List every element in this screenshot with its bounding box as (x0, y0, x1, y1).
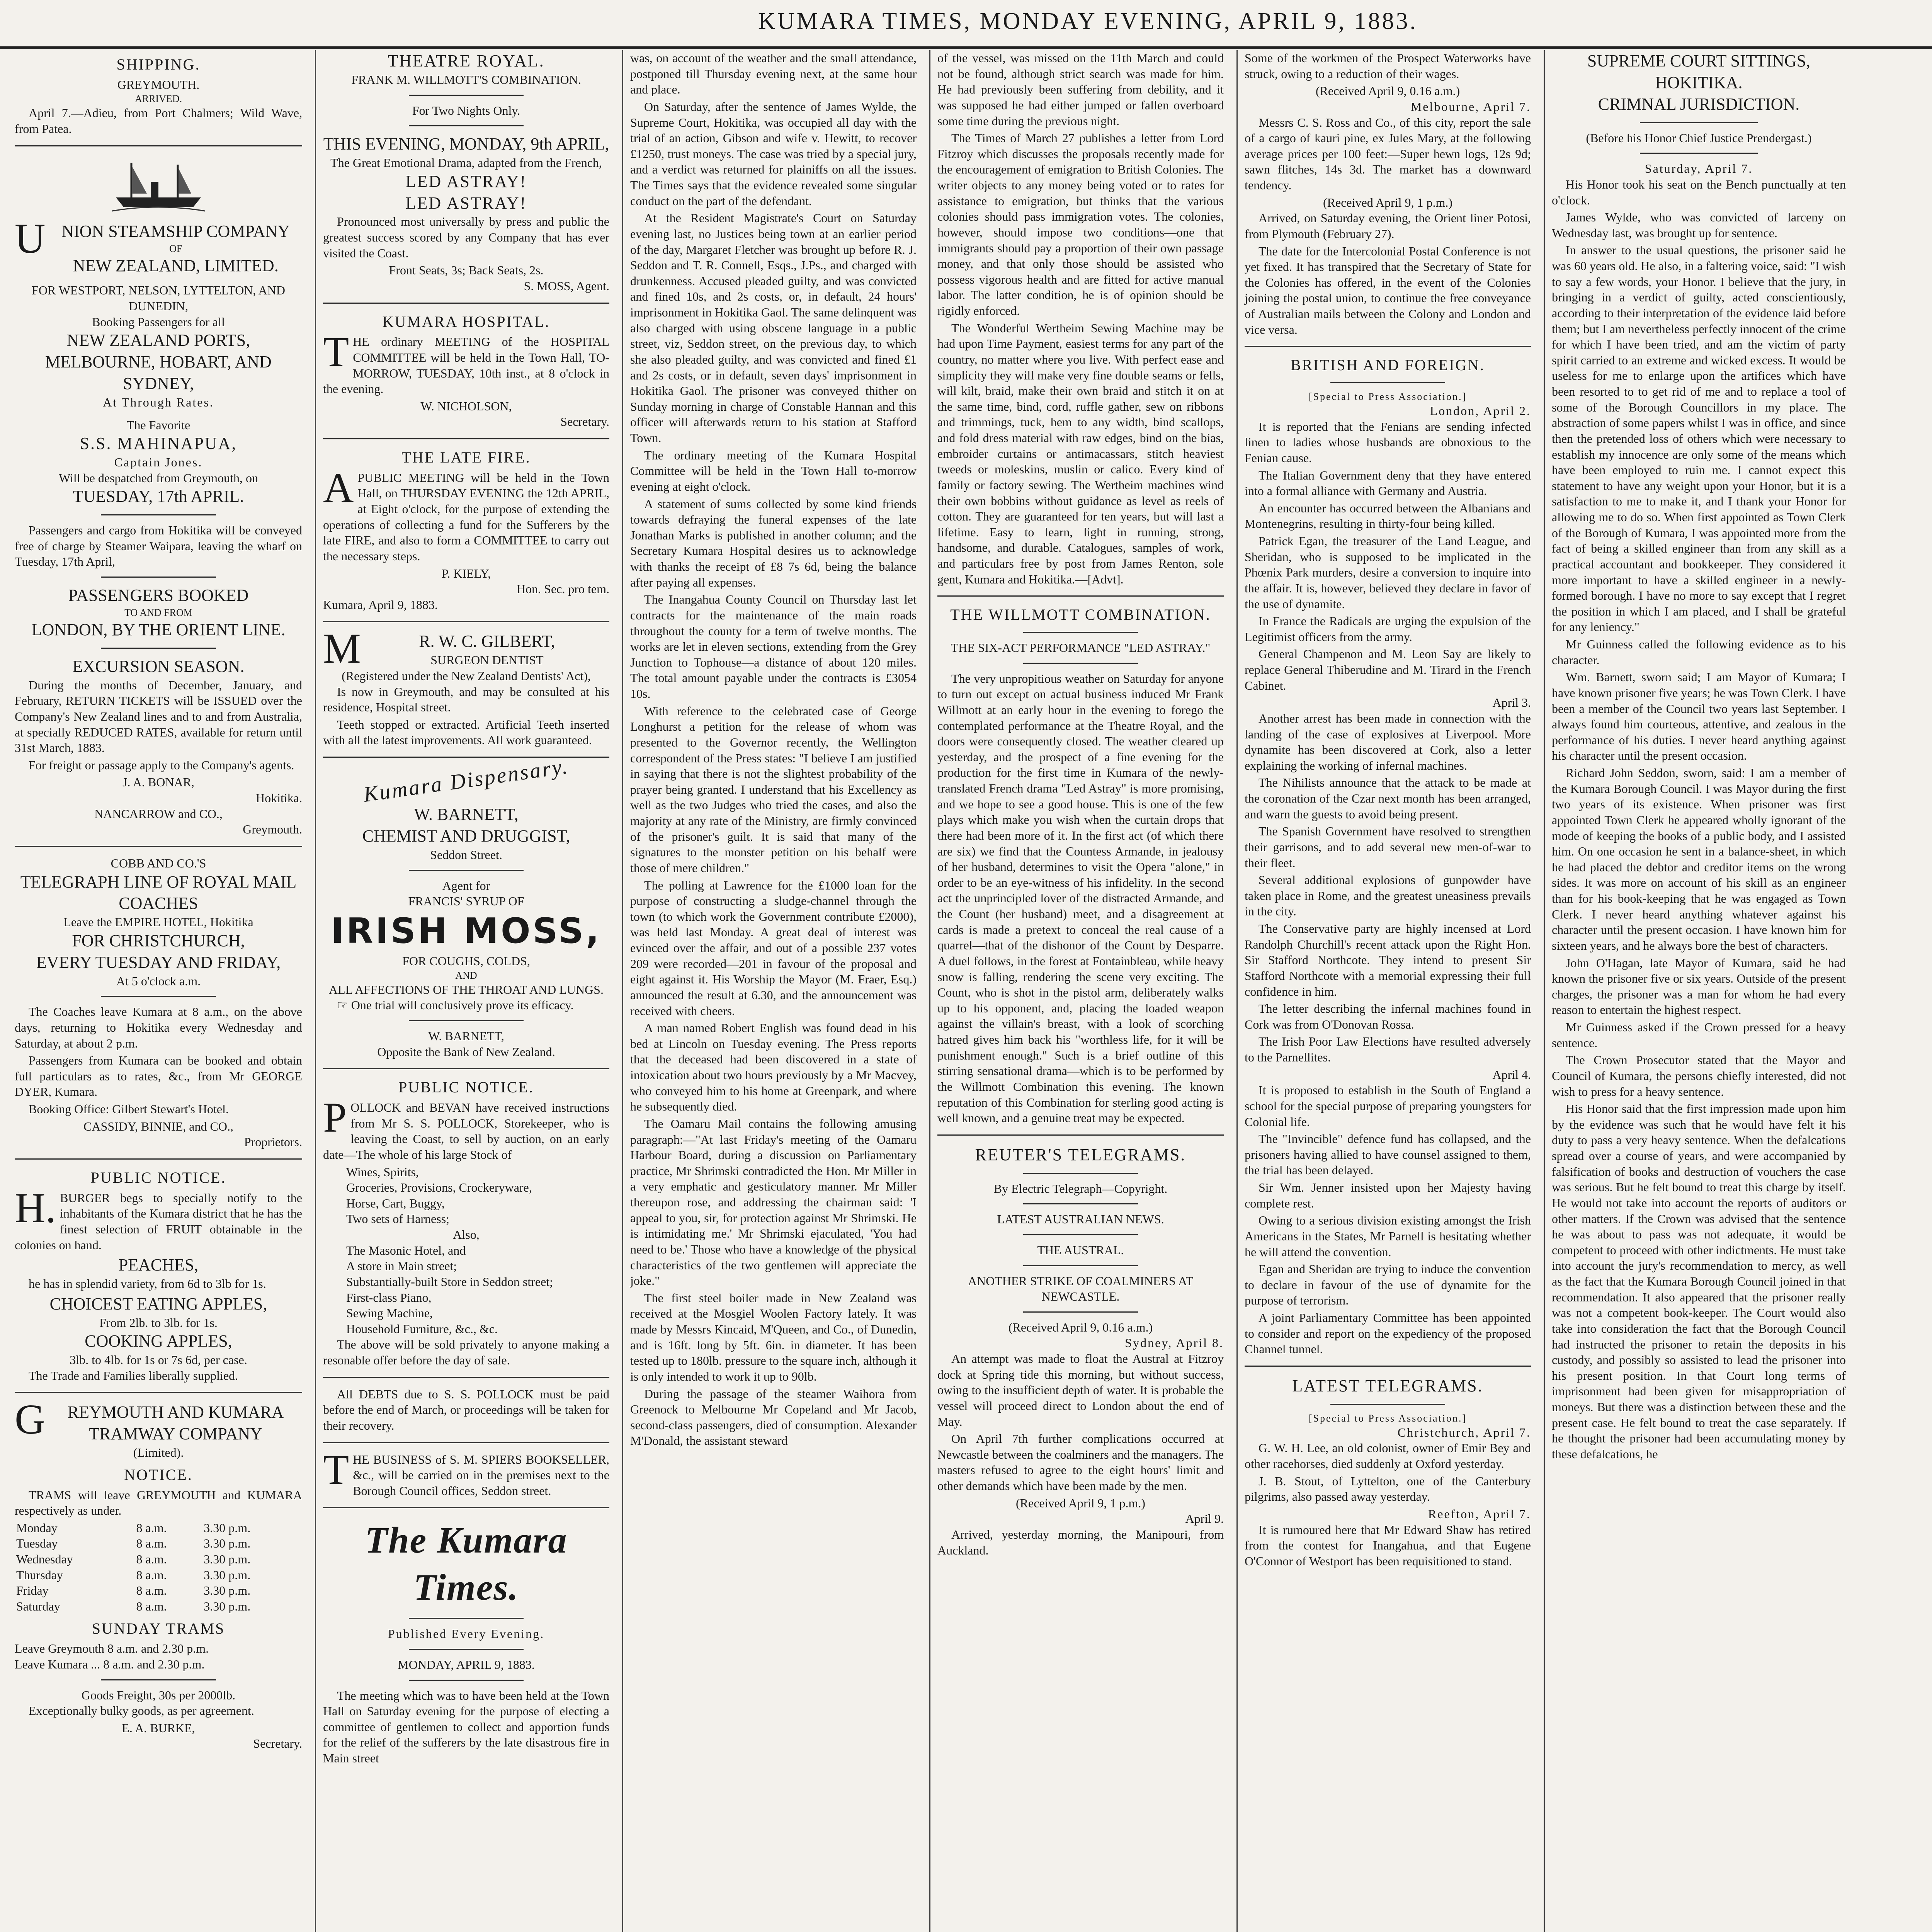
column-4 (929, 50, 1231, 1932)
opposite-bank: Opposite the Bank of New Zealand. (377, 1044, 555, 1059)
news-para: The first steel boiler made in New Zealand was received at the Mosgiel Woolen Factory lately. It was made by Messrs Kincaid, M'Queen, and Co., of Dunedin, and is 16ft. long by 5ft. 6in. in diameter. It has been tested up to 180lb. pressure to the square inch, although it is only intended to work it up to 90lb. (630, 1291, 917, 1383)
news-para: was, on account of the weather and the small attendance, postponed till Thursday evening next, at the same hour and place. (630, 51, 917, 97)
news-para: Several additional explosions of gunpowder have taken place in Rome, and the greatest uneasiness prevails in the city. (1245, 873, 1531, 918)
reefton-dateline: Reefton, April 7. (1428, 1507, 1531, 1521)
gilbert-text: Is now in Greymouth, and may be consulted at his residence, Hospital street. (323, 684, 609, 714)
this-evening: THIS EVENING, MONDAY, 9th APRIL, (323, 134, 609, 154)
page-columns (8, 50, 1932, 1932)
willmott-text: The very unpropitious weather on Saturday for anyone to turn out except on actual business induced Mr Frank Willmott at an early hour in the evening to forego the contemplated performance at the Theatre Royal, and the doors were consequently closed. The weather cleared up yesterday, and the prospect of a fine evening for the production for the first time in Kumara of the newly-translated French drama "Led Astray" is more promising, and we hope to see a good house. This is one of the few plays which make you wish when the curtain drops that there had been more of it. In the first act (of which there are six) we find that the Countess Armande, in jealousy of her husband, determines to visit the Opera "alone," in order to be an eye-witness of his infidelity. In the second act the unprincipled lover of the distracted Armande, and the Count (her husband) meet, and a disagreement at cards is made a pretext to conceal the real cause of a quarrel—that of the dishonor of the Count by Desparre. A duel follows, in the forest at Fontainbleau, while heavy snow is falling, rendering the scene very exciting. The Count, who is shot in the pistol arm, deliberately walks up to his opponent, and, placing the loaded weapon against the villain's breast, with a look of scorching hatred gives him back his "worthless life, for it will be punishment enough." Such is a brief outline of this stirring sensational drama—which is to be performed by the Willmott Combination this evening. The known reputation of this Combination for sterling good acting is well known, and a genuine treat may be expected. (937, 671, 1224, 1125)
table-row: Tuesday 8 a.m. 3.30 p.m. (16, 1536, 251, 1551)
usc-of: OF (169, 243, 182, 254)
news-para: Owing to a serious division existing amongst the Irish Americans in the States, Mr Parnell is hesitating whether he will attend the convention. (1245, 1213, 1531, 1259)
proprietors: Proprietors. (244, 1135, 302, 1149)
excursion-heading: EXCURSION SEASON. (72, 656, 245, 676)
list-item: Wines, Spirits, (346, 1165, 419, 1179)
meeting-text: The meeting which was to have been held at the Town Hall on Saturday evening for the purpose of electing a committee of gentlemen to collect and apportion funds for the relief of the sufferers by the late disastrous fire in Main street (323, 1688, 609, 1765)
table-row: Wednesday 8 a.m. 3.30 p.m. (16, 1552, 251, 1566)
postal-text: The date for the Intercolonial Postal Conference is not yet fixed. It has transpired that the Secretary of State for the Colonies has offered, in the event of the Colonies joining the postal union, to continue the free conveyance of Australian mails between the Colony and London and vice versa. (1245, 244, 1531, 337)
table-row: Monday 8 a.m. 3.30 p.m. (16, 1520, 251, 1535)
manipouri-text: Arrived, yesterday morning, the Manipouri, from Auckland. (937, 1527, 1224, 1557)
chemist-heading: CHEMIST AND DRUGGIST, (362, 827, 570, 846)
trade-text: The Trade and Families liberally supplied. (29, 1368, 238, 1383)
news-para: The Inangahua County Council on Thursday last let contracts for the maintenance of the main roads throughout the county for a term of twelve months. The works are let in eleven sections, extending from the Grey Junction to Tophouse—a distance of about 120 miles. The total amount payable under the contracts is £3054 10s. (630, 592, 917, 701)
willmott-heading: THE WILLMOTT COMBINATION. (950, 606, 1211, 624)
willmott-combination: FRANK M. WILLMOTT'S COMBINATION. (351, 72, 581, 87)
passengers-text: Passengers and cargo from Hokitika will be conveyed free of charge by Steamer Waipara, leaving the wharf on Tuesday, 17th April, (15, 523, 302, 569)
melbourne-text: Messrs C. S. Ross and Co., of this city, report the sale of a cargo of kauri pine, ex Jules Mary, at the following average prices per 100 feet:—Super hewn logs, 12s 9d; sawn flitches, 14s 3d. The market has a downward tendency. (1245, 115, 1531, 192)
before-honor: (Before his Honor Chief Justice Prendergast.) (1586, 131, 1812, 145)
public-notice-heading: PUBLIC NOTICE. (90, 1168, 226, 1186)
hospital-heading: KUMARA HOSPITAL. (382, 313, 550, 330)
table-row: Friday 8 a.m. 3.30 p.m. (16, 1583, 251, 1598)
british-heading: BRITISH AND FOREIGN. (1290, 356, 1485, 374)
column-2 (315, 50, 616, 1932)
for-christchurch: FOR CHRISTCHURCH, (72, 931, 245, 950)
trams-text: TRAMS will leave GREYMOUTH and KUMARA respectively as under. (15, 1488, 302, 1518)
greymouth-label: GREYMOUTH. (117, 77, 200, 92)
debts-text: All DEBTS due to S. S. POLLOCK must be paid before the end of March, or proceedings will be taken for their recovery. (323, 1387, 609, 1432)
goods-freight: Goods Freight, 30s per 2000lb. (81, 1688, 236, 1702)
news-para: The Italian Government deny that they have entered into a formal alliance with Germany and Austria. (1245, 468, 1531, 498)
news-para: G. W. H. Lee, an old colonist, owner of Emir Bey and other racehorses, died suddenly at Oxford yesterday. (1245, 1441, 1531, 1471)
excursion-text: During the months of December, January, and February, RETURN TICKETS will be ISSUED over the Company's New Zealand lines and to and from Australia, at specially REDUCED RATES, available for return until 31st March, 1883. (15, 678, 302, 755)
peaches-text: he has in splendid variety, from 6d to 3lb for 1s. (29, 1277, 266, 1291)
column-1 (8, 50, 309, 1932)
despatch-date: TUESDAY, 17th APRIL. (73, 487, 244, 506)
pronounced-text: Pronounced most universally by press and public the greatest success scored by any Company that has ever visited the Coast. (323, 214, 609, 260)
court-para: Richard John Seddon, sworn, said: I am a member of the Kumara Borough Council. I was Mayor during the first two years of its existence. When prisoner was first appointed Town Clerk he appeared wholly ignorant of the mode of keeping the books of a public body, and I assisted him. On one occasion he sent in a balance-sheet, in which he had placed the debtor and creditor items on the wrong sides. It was more on account of his skill as an engineer than for his book-keeping that he was engaged as Town Clerk. I never heard anything whatever against his character until the present occasion. I have known him for sixteen years, and he always bore the best of characters. (1552, 766, 1846, 952)
sunday-1: Leave Greymouth 8 a.m. and 2.30 p.m. (15, 1641, 209, 1656)
reuter-heading: REUTER'S TELEGRAMS. (975, 1145, 1186, 1164)
list-item: Household Furniture, &c., &c. (346, 1321, 498, 1336)
pollock-text: POLLOCK and BEVAN have received instructions from Mr S. S. POLLOCK, Storekeeper, who is leaving the Coast, to sell by auction, on an early date—The whole of his large Stock of (323, 1094, 609, 1162)
news-para: J. B. Stout, of Lyttelton, one of the Canterbury pilgrims, also passed away yesterday. (1245, 1474, 1531, 1504)
freight-text: For freight or passage apply to the Company's agents. (29, 758, 294, 772)
london-dateline: London, April 2. (1430, 404, 1531, 418)
april-9: April 9. (1185, 1512, 1224, 1526)
leave-empire: Leave the EMPIRE HOTEL, Hokitika (63, 915, 253, 929)
two-nights: For Two Nights Only. (412, 103, 520, 117)
cobb-heading: COBB AND CO.'S (111, 856, 206, 870)
cooking-apples: COOKING APPLES, (85, 1332, 232, 1351)
burke: E. A. BURKE, (122, 1721, 195, 1735)
tram-schedule (15, 1520, 302, 1614)
column-5 (1236, 50, 1538, 1932)
nicholson: W. NICHOLSON, (420, 399, 512, 413)
ship-name: S.S. MAHINAPUA, (80, 434, 237, 453)
news-para: Another arrest has been made in connection with the landing of the case of explosives at Liverpool. More dynamite has been discovered at Cork, also a letter explaining the working of infernal machines. (1245, 711, 1531, 772)
bulky-goods: Exceptionally bulky goods, as per agreement. (29, 1704, 254, 1718)
london-orient: LONDON, BY THE ORIENT LINE. (31, 620, 286, 639)
led-astray-2: LED ASTRAY! (405, 193, 527, 213)
masthead: KUMARA TIMES, MONDAY EVENING, APRIL 9, 1883. (0, 0, 1932, 49)
news-para: Egan and Sheridan are trying to induce the convention to declare in favour of the use of dynamite for the purpose of terrorism. (1245, 1262, 1531, 1308)
pass-kumara-text: Passengers from Kumara can be booked and obtain full particulars as to rates, &c., from Mr GEORGE DYER, Kumara. (15, 1053, 302, 1099)
agent2-place: Greymouth. (243, 822, 302, 837)
news-para: The ordinary meeting of the Kumara Hospital Committee will be held in the Town Hall to-morrow evening at eight o'clock. (630, 448, 917, 493)
latest-aus: LATEST AUSTRALIAN NEWS. (997, 1212, 1164, 1226)
austral-text: An attempt was made to float the Austral at Fitzroy dock at Spring tide this morning, but without success, owing to the insufficient depth of water. It is probable the vessel will proceed direct to London about the end of May. (937, 1352, 1224, 1429)
news-para: At the Resident Magistrate's Court on Saturday evening last, no Justices being town at an earlier period of the day, Margaret Fletcher was brought up before R. J. Seddon and T. R. Connell, Esqs., J.Ps., and charged with drunkenness. Accused pleaded guilty, and was convicted and fined 10s, and 2s costs, or, in default, 24 hours' imprisonment in Hokitika Gaol. The same delinquent was also charged with using obscene language in a public street, viz, Seddon street, on the previous day, to which she also pleaded guilty, and was convicted and fined £1 and 2s costs, or in default, seven days' imprisonment in Hokitika Gaol. The prisoner was conveyed thither on Sunday morning in charge of Constable Hannan and this officer will afterwards return to his station at Stafford Town. (630, 211, 917, 445)
news-para: In France the Radicals are urging the expulsion of the Legitimist officers from the army. (1245, 614, 1531, 644)
registered: (Registered under the New Zealand Dentists' Act), (342, 668, 591, 683)
gilbert-heading: MR. W. C. GILBERT, (323, 625, 555, 672)
latest-telegrams: LATEST TELEGRAMS. (1292, 1376, 1483, 1395)
cooking-apples-price: 3lb. to 4lb. for 1s or 7s 6d, per case. (70, 1353, 247, 1367)
irish-moss: IRISH MOSS, (331, 910, 602, 951)
coaches-text: The Coaches leave Kumara at 8 a.m., on the above days, returning to Hokitika every Wednesday and Saturday, at about 2 p.m. (15, 1005, 302, 1050)
list-item: Sewing Machine, (346, 1306, 433, 1320)
affections: ALL AFFECTIONS OF THE THROAT AND LUNGS. (329, 982, 604, 997)
hospital-text: THE ordinary MEETING of the HOSPITAL COMMITTEE will be held in the Town Hall, TO-MORROW, TUESDAY, 10th inst., at 8 o'clock in the evening. (323, 328, 609, 396)
court-para: In answer to the usual questions, the prisoner said he was 60 years old. He also, in a faltering voice, said: "I wish to say a few words, your Honor. I believe that the jury, in bringing in a verdict of guilty, acted conscientiously, according to their interpretation of the evidence laid before them; but I am nevertheless perfectly innocent of the crime for which I have been tried, and am the victim of party spirit carried to an extreme and wicked excess. It would be useless for me to enlarge upon the artifices which have been resorted to to get rid of me and to replace a tool of some of the Borough Councillors in my place. The abstraction of some papers whilst I was in office, and since then the pretended loss of others which were necessary to establish my innocence are only some of the means which have been employed to ruin me. I cannot expect this statement to have any weight upon your Honor, but it is a satisfaction to me to make it, and I thank your Honor for allowing me to do so. When first appointed as Town Clerk of the Borough of Kumara, I was appointed more from the fact of being a skilled engineer than from any skill as a practical accountant and bookkeeper. They considered it more important to have a skilled engineer in a newly-formed borough. I have no more to say except that I regret the position in which I am placed, and I shall be grateful for any leniency." (1552, 243, 1846, 634)
one-trial: ☞ One trial will conclusively prove its efficacy. (337, 998, 574, 1012)
news-para: Some of the workmen of the Prospect Waterworks have struck, owing to a reduction of their wages. (1245, 51, 1531, 81)
nicholson-sec: Secretary. (560, 415, 609, 429)
news-para: The Wonderful Wertheim Sewing Machine may be had upon Time Payment, easiest terms for any part of the country, no matter where you live. With perfect ease and simplicity they will make very fine double seams or fells, will kilt, braid, make their own braid and stitch it on at the same time, bind, cord, ruffle gather, sew on ribbons and trimmings, tuck, hem to any width, bind scallops, and fold dress material with raw edges, bind on the bias, embroider curtains or antimacassars, stitch heaviest tweeds or moleskins, muslin or calico. Every kind of family or factory sewing. The Wertheim machines wind their own bobbins without guidance as level as reels of cotton. They are guaranteed for ten years, but will last a lifetime. Easy to learn, light in running, strong, handsome, and durable. Catalogues, samples of work, and particulars free by post from James Renton, sole gent, Kumara and Hokitika.—[Advt]. (937, 321, 1224, 586)
sydney-dateline: Sydney, April 8. (1125, 1336, 1224, 1350)
special-press-2: [Special to Press Association.] (1308, 1412, 1467, 1424)
agent1: J. A. BONAR, (122, 775, 194, 789)
stock-list (323, 1164, 609, 1227)
news-para: The letter describing the infernal machines found in Cork was from O'Donovan Rossa. (1245, 1002, 1531, 1031)
and-label: AND (455, 969, 477, 981)
court-para: James Wylde, who was convicted of larceny on Wednesday last, was brought up for sentence. (1552, 210, 1846, 240)
news-para: With reference to the celebrated case of George Longhurst a petition for the release of whom was presented to the Governor recently, the Wellington correspondent of the Press states: "I believe I am justified in saying that there is not the slightest probability of the prayer being granted. I understand that his Excellency as well as the two Judges who tried the cases, and also the majority at any rate of the Ministry, are firmly convinced of the prisoner's guilt. It is said that many of the signatures to the monster petition on his behalf were those of mere children." (630, 704, 917, 875)
moss-agent: S. MOSS, Agent. (524, 279, 609, 293)
potosi-text: Arrived, on Saturday evening, the Orient liner Potosi, from Plymouth (February 27). (1245, 211, 1531, 241)
also-label: Also, (453, 1228, 480, 1242)
court-para: Wm. Barnett, sworn said; I am Mayor of Kumara; I have known prisoner five years; he was Town Clerk. I have been a member of the Council two years last September. I always found him courteous, attentive, and zealous in the performance of his duties. I never heard anything against his character until the present occasion. (1552, 670, 1846, 763)
news-para: General Champenon and M. Leon Say are likely to replace General Thiberudine and M. Tirard in the French Cabinet. (1245, 647, 1531, 692)
six-act: THE SIX-ACT PERFORMANCE "LED ASTRAY." (951, 641, 1211, 655)
eating-apples-price: From 2lb. to 3lb. for 1s. (99, 1315, 218, 1330)
news-para: A statement of sums collected by some kind friends towards defraying the funeral expenses of the late Jonathan Marks is published in another column; and the Secretary Kumara Hospital desires us to acknowledge with thanks the receipt of £8 7s 6d, being the balance after paying all expenses. (630, 497, 917, 589)
news-para: A joint Parliamentary Committee has been appointed to consider and report on the expediency of the proposed Channel tunnel. (1245, 1311, 1531, 1356)
austral-heading: THE AUSTRAL. (1037, 1243, 1124, 1257)
sold-privately: The above will be sold privately to anyone making a resonable offer before the day of sale. (323, 1337, 609, 1367)
francis-syrup: FRANCIS' SYRUP OF (408, 894, 524, 908)
tramway-heading: GREYMOUTH AND KUMARA TRAMWAY COMPANY (15, 1396, 284, 1444)
news-para: The Conservative party are highly incensed at Lord Randolph Churchill's recent attack upon the Right Hon. Sir Stafford Northcote. They intend to present Sir Stafford Northcote with a memorial expressing their full confidence in him. (1245, 922, 1531, 998)
news-para: The Times of March 27 publishes a letter from Lord Fitzroy which discusses the proposals recently made for the encouragement of emigration to British Colonies. The writer objects to any money being voted or to rates for assistance to emigration, but thinks that the various colonies should pass immigration votes. The colonies, however, should impose two conditions—one that immigrants should pay a proportion of their own passage money, and that only those should be assisted who possess vigorous health and are fitted for active manual labor. The latter condition, he is of opinion should be rigidly enforced. (937, 131, 1224, 318)
agent2: NANCARROW and CO., (94, 806, 223, 821)
at-5: At 5 o'clock a.m. (116, 974, 201, 988)
sunday-trams: SUNDAY TRAMS (92, 1619, 225, 1637)
news-para: The polling at Lawrence for the £1000 loan for the purpose of constructing a sludge-channel through the town (to which work the Government contribute £2000), was held last Monday. A great deal of interest was evinced over the affair, and out of a possible 237 votes 209 were recorded—201 in favour of the proposal and eight against it. His Worship the Mayor (M. Fraer, Esq.) announced the result at 6.30, and the announcement was received with cheers. (630, 878, 917, 1018)
list-item: Two sets of Harness; (346, 1212, 450, 1226)
received-1: (Received April 9, 0.16 a.m.) (1008, 1320, 1153, 1334)
theatre-heading: THEATRE ROYAL. (388, 51, 545, 70)
court-para: The Crown Prosecutor stated that the Mayor and Council of Kumara, the persons chiefly interested, did not wish to press for a heavy sentence. (1552, 1053, 1846, 1099)
tramway-limited: (Limited). (133, 1446, 184, 1460)
late-fire-text: APUBLIC MEETING will be held in the Town Hall, on THURSDAY EVENING the 12th APRIL, at Eight o'clock, for the purpose of extending the operations of collecting a fund for the Sufferers by the late FIRE, and also to form a COMMITTEE to carry out the necessary steps. (323, 464, 609, 563)
news-para: of the vessel, was missed on the 11th March and could not be found, although strict search was made for him. He had previously been suffering from debility, and it was supposed he had either jumped or fallen overboard some time during the previous night. (937, 51, 1224, 128)
court-para: Mr Guinness called the following evidence as to his character. (1552, 637, 1846, 667)
usc-booking: Booking Passengers for all (92, 315, 225, 329)
list-item: The Masonic Hotel, and (346, 1243, 466, 1257)
news-para: The Nihilists announce that the attack to be made at the coronation of the Czar next month has been arranged, and warn the guests to avoid being present. (1245, 776, 1531, 821)
teeth-text: Teeth stopped or extracted. Artificial Teeth inserted with all the latest improvements. All work guaranteed. (323, 717, 609, 747)
table-row: Thursday 8 a.m. 3.30 p.m. (16, 1568, 251, 1582)
melbourne-dateline: Melbourne, April 7. (1410, 99, 1531, 114)
coughs-colds: FOR COUGHS, COLDS, (402, 954, 530, 968)
booking-office: Booking Office: Gilbert Stewart's Hotel. (29, 1102, 229, 1116)
to-from: TO AND FROM (124, 607, 192, 618)
received-1: (Received April 9, 0.16 a.m.) (1315, 84, 1460, 98)
despatch-text: Will be despatched from Greymouth, on (59, 471, 258, 485)
burke-secretary: Secretary. (253, 1736, 302, 1751)
usc-title: UNION STEAMSHIP COMPANY (15, 214, 290, 262)
column-3 (622, 50, 923, 1932)
burger-text: H.BURGER begs to specially notify to the inhabitants of the Kumara district that he has the finest selection of FRUIT obtainable in the colonies on hand. (15, 1184, 302, 1252)
eating-apples: CHOICEST EATING APPLES, (49, 1294, 267, 1313)
list-item: A store in Main street; (346, 1259, 457, 1273)
news-para: It is reported that the Fenians are sending infected linen to ladies whose husbands are obnoxious to the Fenian cause. (1245, 419, 1531, 465)
stock-list-2 (323, 1243, 609, 1337)
april-4: April 4. (1492, 1067, 1531, 1082)
court-para: Mr Guinness asked if the Crown pressed for a heavy sentence. (1552, 1020, 1846, 1050)
news-para: Patrick Egan, the treasurer of the Land League, and Sheridan, who is supposed to be implicated in the Phœnix Park murders, desire a conversion to inquire into the affair. It is, however, believed they declare in favor of the use of dynamite. (1245, 534, 1531, 611)
dispensary-heading: Kumara Dispensary. (362, 754, 570, 807)
newcastle-text: On April 7th further complications occurred at Newcastle between the coalminers and the managers. The masters refused to agree to the eight hours' limit and other demands which have been made by the men. (937, 1432, 1224, 1493)
surgeon-dentist: SURGEON DENTIST (430, 653, 544, 667)
saturday-dateline: Saturday, April 7. (1645, 162, 1753, 176)
kiely-sec: Hon. Sec. pro tem. (517, 582, 609, 596)
news-para: Sir Wm. Jenner insisted upon her Majesty having complete rest. (1245, 1180, 1531, 1210)
every-days: EVERY TUESDAY AND FRIDAY, (36, 952, 281, 972)
notice-heading: NOTICE. (124, 1466, 193, 1483)
led-astray-1: LED ASTRAY! (405, 172, 527, 191)
late-fire-heading: THE LATE FIRE. (401, 449, 531, 466)
list-item: Groceries, Provisions, Crockeryware, (346, 1180, 532, 1195)
arrived-label: ARRIVED. (134, 93, 182, 105)
news-para: On Saturday, after the sentence of James Wylde, the Supreme Court, Hokitika, was occupied all day with the trial of an action, Gibson and wife v. Hewitt, to recover £1250, trust moneys. The case was tried by a special jury, and a verdict was returned for plainiffs on all the issues. The Times says that the evidence revealed some singular conduct on the part of the defendant. (630, 99, 917, 208)
news-para: An encounter has occurred between the Albanians and Montenegrins, resulting in thirty-four being killed. (1245, 501, 1531, 531)
usc-ports: NEW ZEALAND PORTS, MELBOURNE, HOBART, AND SYDNEY, (45, 331, 272, 393)
seddon-street: Seddon Street. (430, 847, 502, 862)
court-para: John O'Hagan, late Mayor of Kumara, said he had known the prisoner five or six years. Outside of the present charges, the prisoner was a man for whom he had every reason to entertain the highest respect. (1552, 956, 1846, 1017)
steamship-icon (108, 155, 209, 217)
shipping-heading: SHIPPING. (116, 56, 201, 73)
christchurch-dateline: Christchurch, April 7. (1397, 1425, 1531, 1439)
barnett-name: W. BARNETT, (414, 805, 519, 824)
table-row: Saturday 8 a.m. 3.30 p.m. (16, 1599, 251, 1613)
by-electric: By Electric Telegraph—Copyright. (993, 1181, 1168, 1196)
paper-title: The Kumara Times. (365, 1519, 568, 1608)
published-every: Published Every Evening. (388, 1627, 545, 1641)
court-para: His Honor said that the first impression made upon him by the evidence was such that he would have felt it his duty to pass a very heavy sentence. When the defalcations spread over a course of years, and were accompanied by falsification of books and destruction of vouchers the case was serious. But he felt bound to treat this charge by itself. He would not take into account the reports of auditors or other matters. If the Crown was advised that the sentence he was about to pass was not adequate, it would be competent to proceed with other indictments. He must take into account the jury's recommendation to mercy, as well as the fact that the Kumara Borough Council joined in that recommendation. It also appeared that the prisoner really was not a competent book-keeper. The Court would also take into consideration the fact that the Borough Council had instructed the prisoner to retain the deposits in his custody, and possibly so assisted to lead the prisoner into his present position. In that Court long terms of imprisonment had been given for misappropriation of moneys. But there was a distinction between these and the present case. He felt bound to treat the case separately. If he thought the prisoner had been accumulating money by these defalcations, he (1552, 1102, 1846, 1461)
court-para: His Honor took his seat on the Bench punctually at ten o'clock. (1552, 177, 1846, 207)
drama-desc: The Great Emotional Drama, adapted from the French, (330, 156, 602, 170)
received-2: (Received April 9, 1 p.m.) (1015, 1496, 1146, 1510)
spiers-text: THE BUSINESS of S. M. SPIERS BOOKSELLER, &c., will be carried on in the premises next to the Borough Council offices, Seddon street. (323, 1446, 609, 1498)
news-para: The Irish Poor Law Elections have resulted adversely to the Parnellites. (1245, 1034, 1531, 1065)
kiely: P. KIELY, (442, 566, 491, 580)
favorite-label: The Favorite (126, 418, 190, 432)
paper-date: MONDAY, APRIL 9, 1883. (398, 1657, 535, 1672)
peaches: PEACHES, (118, 1255, 199, 1275)
cassidy: CASSIDY, BINNIE, and CO., (83, 1119, 233, 1133)
column-6 (1544, 50, 1853, 1932)
special-press: [Special to Press Association.] (1308, 391, 1467, 403)
barnett-name-2: W. BARNETT, (428, 1029, 504, 1043)
news-para: A man named Robert English was found dead in his bed at Lincoln on Tuesday evening. The Press reports that the deceased had been discovered in a state of intoxication about two hours previously by a Mr Macvey, who conveyed him to his home at Greenpark, and where he subsequently died. (630, 1021, 917, 1114)
usc-nz: NEW ZEALAND, LIMITED. (73, 256, 279, 275)
captain-name: Captain Jones. (114, 455, 203, 469)
news-para: It is proposed to establish in the South of England a school for the special purpose of preparing youngsters for Colonial life. (1245, 1083, 1531, 1129)
news-para: The "Invincible" defence fund has collapsed, and the prisoners having allied to have counsel assigned to them, the trial has been delayed. (1245, 1132, 1531, 1177)
news-para: The Oamaru Mail contains the following amusing paragraph:—"At last Friday's meeting of the Oamaru Harbour Board, during a discussion on Parliamentary practice, Mr Shrimski contradicted the Hon. Mr Miller in a very emphatic and gesticulatory manner. Mr Miller thereupon rose, and addressing the chairman said: 'I appeal to you, sir, for protection against Mr Shrimski. He is intimidating me.' Mr Shrimski ejaculated, 'You had need to be.' Those who have a knowledge of the physical characteristics of the two gentlemen will appreciate the joke." (630, 1116, 917, 1288)
seats-price: Front Seats, 3s; Back Seats, 2s. (389, 263, 544, 277)
reefton-text: It is rumoured here that Mr Edward Shaw has retired from the contest for Inangahua, and that Eugene O'Connor of Westport has been requisitioned to stand. (1245, 1522, 1531, 1568)
arrivals-text: April 7.—Adieu, from Port Chalmers; Wild Wave, from Patea. (15, 106, 302, 136)
agent-for: Agent for (442, 878, 490, 893)
april-3: April 3. (1492, 696, 1531, 710)
strike-heading: ANOTHER STRIKE OF COALMINERS AT NEWCASTLE. (968, 1274, 1194, 1304)
usc-rates: At Through Rates. (103, 395, 214, 409)
usc-routes: FOR WESTPORT, NELSON, LYTTELTON, AND DUNEDIN, (32, 283, 285, 313)
public-notice-2-heading: PUBLIC NOTICE. (398, 1078, 534, 1096)
kiely-date: Kumara, April 9, 1883. (323, 597, 438, 612)
passengers-booked: PASSENGERS BOOKED (68, 586, 249, 605)
list-item: Horse, Cart, Buggy, (346, 1196, 445, 1210)
list-item: Substantially-built Store in Seddon street; (346, 1274, 553, 1289)
received-2: (Received April 9, 1 p.m.) (1323, 195, 1453, 209)
criminal-heading: CRIMNAL JURISDICTION. (1598, 94, 1800, 114)
agent1-place: Hokitika. (256, 791, 302, 805)
news-para: During the passage of the steamer Waihora from Greenock to Melbourne Mr Copeland and Mr Jacob, second-class passengers, died of consumption. Alexander M'Donald, the assistant steward (630, 1386, 917, 1448)
list-item: First-class Piano, (346, 1290, 432, 1304)
telegraph-line: TELEGRAPH LINE OF ROYAL MAIL COACHES (20, 872, 297, 913)
supreme-heading: SUPREME COURT SITTINGS, HOKITIKA. (1587, 51, 1811, 92)
news-para: The Spanish Government have resolved to strengthen their garrisons, and to add several new men-of-war to their fleet. (1245, 824, 1531, 870)
sunday-2: Leave Kumara ... 8 a.m. and 2.30 p.m. (15, 1657, 205, 1671)
